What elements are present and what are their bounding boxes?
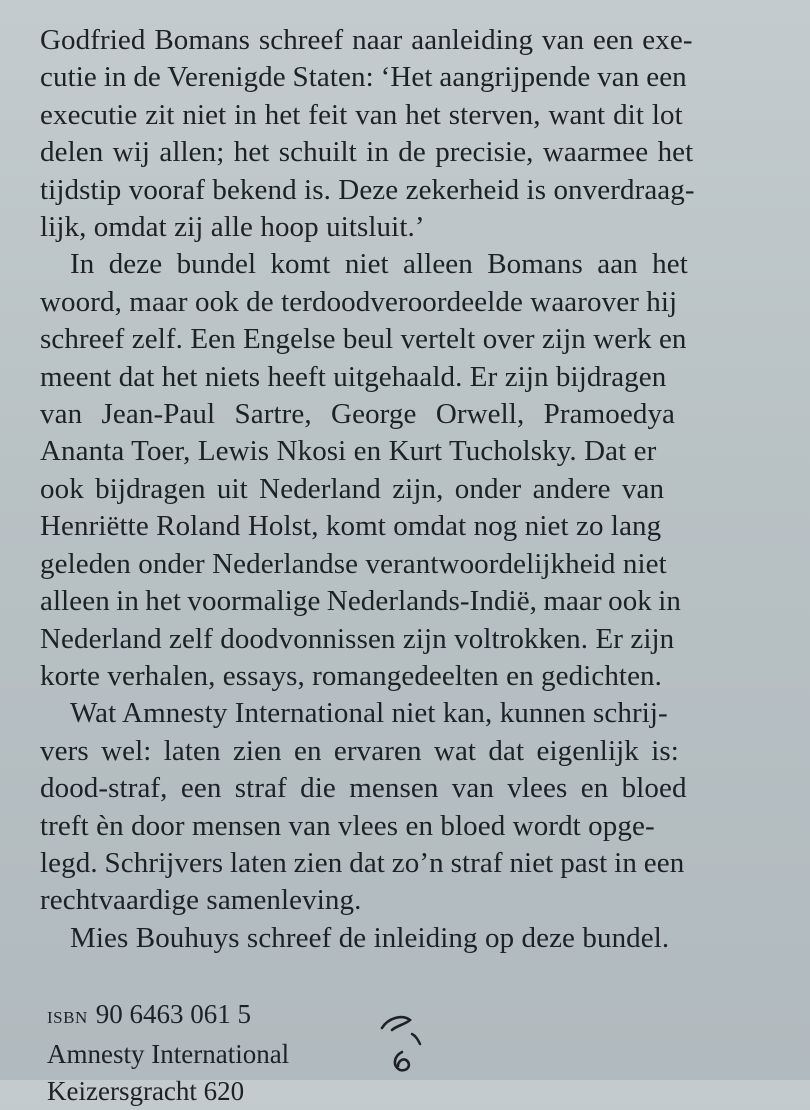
- text-line: ook bijdragen uit Nederland zijn, onder andere van: [40, 472, 665, 505]
- paragraph-1: [40, 22, 760, 246]
- handwritten-price-mark: [372, 1000, 442, 1080]
- text-line: van Jean-Paul Sartre, George Orwell, Pramoedya: [40, 398, 676, 431]
- text-line: rechtvaardige samenleving.: [40, 884, 362, 917]
- text-line: cutie in de Verenigde Staten: ‘Het aangrijpende van een: [40, 61, 687, 94]
- text-line: Ananta Toer, Lewis Nkosi en Kurt Tucholsky. Dat er: [40, 435, 657, 468]
- text-line: korte verhalen, essays, romangedeelten en gedichten.: [40, 659, 663, 692]
- text-line: lijk, omdat zij alle hoop uitsluit.’: [40, 211, 425, 244]
- text-line: tijdstip vooraf bekend is. Deze zekerheid is onverdraag-: [40, 173, 695, 206]
- text-line: vers wel: laten zien en ervaren wat dat eigenlijk is:: [40, 734, 679, 767]
- text-line: Godfried Bomans schreef naar aanleiding van een exe-: [40, 24, 693, 56]
- text-line: In deze bundel komt niet alleen Bomans aan het: [70, 248, 688, 281]
- isbn-line: [47, 996, 377, 1036]
- text-line: geleden onder Nederlandse verantwoordelijkheid niet: [40, 547, 667, 580]
- text-line: delen wij allen; het schuilt in de precisie, waarmee het: [40, 136, 694, 169]
- text-line: treft èn door mensen van vlees en bloed wordt opge-: [40, 809, 655, 842]
- isbn-label: ISBN: [47, 1008, 88, 1027]
- text-line: Mies Bouhuys schreef de inleiding op deze bundel.: [70, 921, 670, 954]
- isbn-number: 90 6463 061 5: [95, 999, 251, 1029]
- publisher-address: Keizersgracht 620: [47, 1076, 245, 1106]
- text-line: schreef zelf. Een Engelse beul vertelt over zijn werk en: [40, 323, 687, 356]
- publisher-name: Amnesty International: [47, 1039, 290, 1069]
- text-line: legd. Schrijvers laten zien dat zo’n straf niet past in een: [40, 846, 685, 879]
- text-line: meent dat het niets heeft uitgehaald. Er zijn bijdragen: [40, 360, 667, 393]
- text-line: executie zit niet in het feit van het sterven, want dit lot: [40, 98, 683, 131]
- colophon: [47, 996, 377, 1110]
- text-line: alleen in het voormalige Nederlands-Indië, maar ook in: [40, 585, 682, 618]
- text-line: Nederland zelf doodvonnissen zijn voltrokken. Er zijn: [40, 622, 675, 655]
- paragraph-3: [40, 695, 760, 919]
- paragraph-2: [40, 246, 760, 695]
- text-line: Henriëtte Roland Holst, komt omdat nog niet zo lang: [40, 510, 662, 543]
- text-line: dood-straf, een straf die mensen van vlees en bloed: [40, 772, 687, 805]
- back-cover-text: [40, 22, 760, 957]
- text-line: woord, maar ook de terdoodveroordeelde waarover hij: [40, 285, 678, 318]
- paragraph-4: [40, 920, 760, 957]
- text-line: Wat Amnesty International niet kan, kunnen schrij-: [70, 697, 668, 730]
